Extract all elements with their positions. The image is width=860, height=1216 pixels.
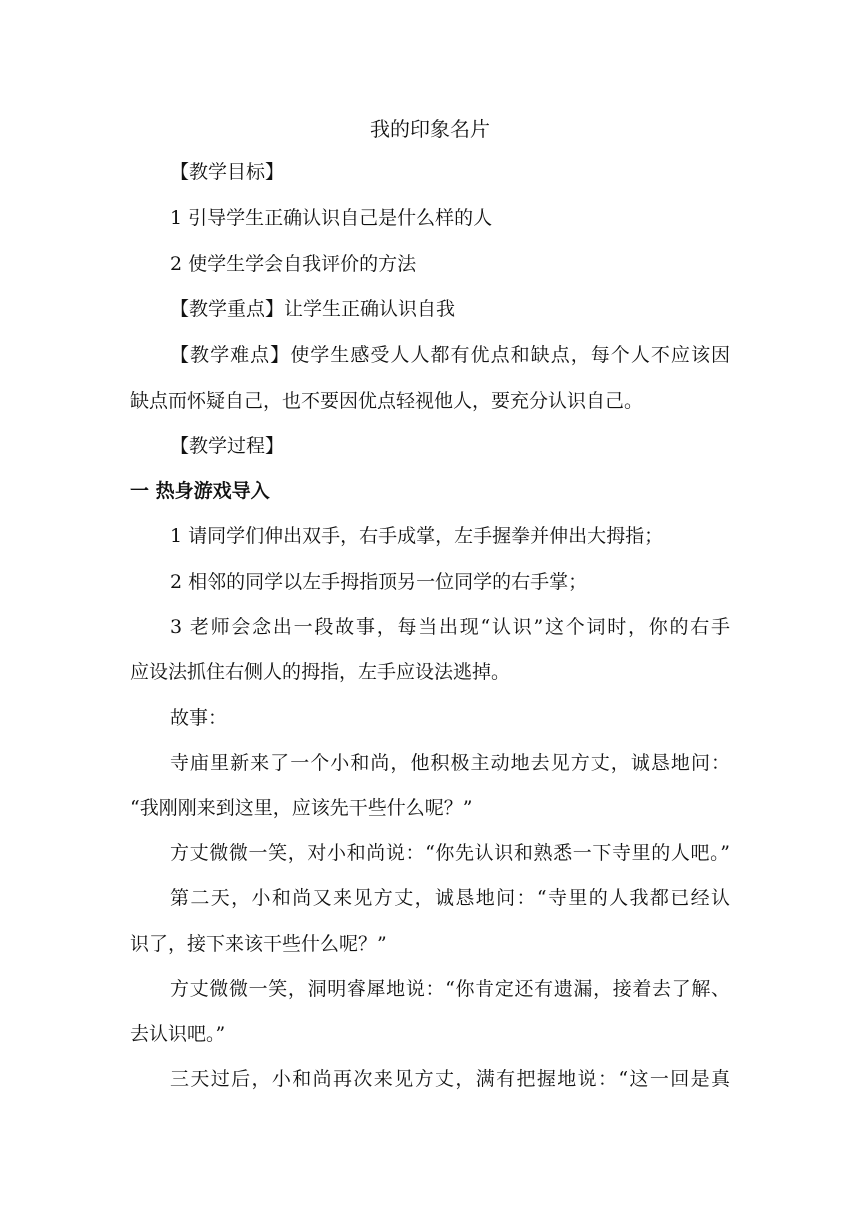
story-paragraph-1-line-2: “我刚刚来到这里，应该先干些什么呢？” (130, 797, 473, 819)
key-point-line: 【教学重点】让学生正确认识自我 (170, 298, 456, 320)
objective-item-1: 1 引导学生正确认识自己是什么样的人 (170, 207, 493, 229)
difficulty-line-1: 【教学难点】使学生感受人人都有优点和缺点，每个人不应该因 (170, 344, 730, 366)
document-title: 我的印象名片 (370, 117, 490, 141)
story-paragraph-2: 方丈微微一笑，对小和尚说：“你先认识和熟悉一下寺里的人吧。” (170, 842, 730, 864)
section-heading-process: 【教学过程】 (170, 435, 285, 457)
story-paragraph-5-line-1: 三天过后，小和尚再次来见方丈，满有把握地说：“这一回是真 (170, 1068, 730, 1090)
story-paragraph-3-line-2: 识了，接下来该干些什么呢？” (130, 933, 387, 955)
section-heading-objectives: 【教学目标】 (170, 161, 285, 183)
story-paragraph-3-line-1: 第二天，小和尚又来见方丈，诚恳地问：“寺里的人我都已经认 (170, 887, 730, 909)
step-heading-warmup: 一 热身游戏导入 (130, 480, 270, 502)
story-paragraph-4-line-1: 方丈微微一笑，洞明睿犀地说：“你肯定还有遗漏，接着去了解、 (170, 978, 730, 1000)
game-rule-2: 2 相邻的同学以左手拇指顶另一位同学的右手掌； (170, 571, 588, 593)
story-paragraph-4-line-2: 去认识吧。” (130, 1023, 226, 1045)
story-label: 故事： (170, 707, 228, 729)
game-rule-1: 1 请同学们伸出双手，右手成掌，左手握拳并伸出大拇指； (170, 525, 664, 547)
objective-item-2: 2 使学生学会自我评价的方法 (170, 253, 417, 275)
game-rule-3-line-2: 应设法抓住右侧人的拇指，左手应设法逃掉。 (130, 661, 511, 683)
difficulty-line-2: 缺点而怀疑自己，也不要因优点轻视他人，要充分认识自己。 (130, 390, 644, 412)
story-paragraph-1-line-1: 寺庙里新来了一个小和尚，他积极主动地去见方丈，诚恳地问： (170, 752, 730, 774)
game-rule-3-line-1: 3 老师会念出一段故事，每当出现“认识”这个词时，你的右手 (170, 616, 730, 638)
